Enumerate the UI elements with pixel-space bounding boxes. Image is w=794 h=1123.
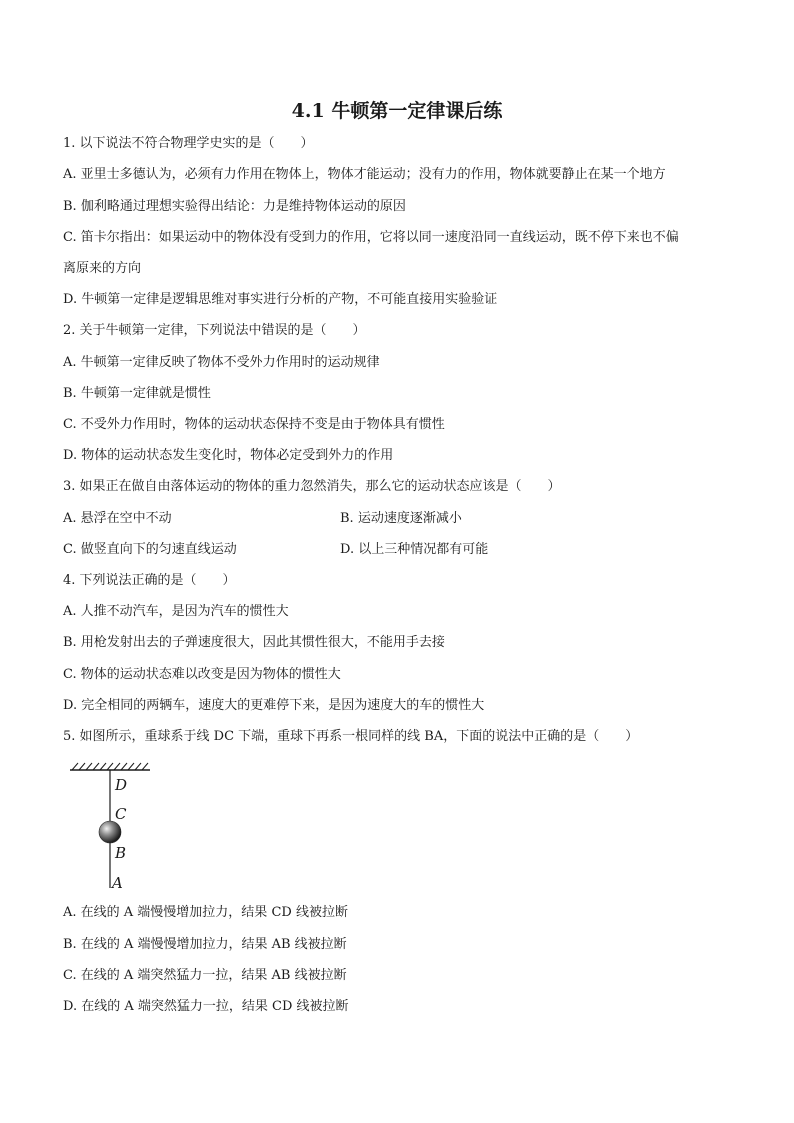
q3-option-d: D. 以上三种情况都有可能 xyxy=(340,542,489,557)
q5-option-a: A. 在线的 A 端慢慢增加拉力，结果 CD 线被拉断 xyxy=(63,905,348,920)
q1-option-c: C. 笛卡尔指出：如果运动中的物体没有受到力的作用，它将以同一速度沿同一直线运动，既不停下来也不偏 xyxy=(63,230,679,245)
q2-stem: 2. 关于牛顿第一定律，下列说法中错误的是（ ） xyxy=(63,323,366,338)
label-b: B xyxy=(115,844,127,862)
q3-option-a: A. 悬浮在空中不动 xyxy=(63,511,172,526)
q1-option-d: D. 牛顿第一定律是逻辑思维对事实进行分析的产物，不可能直接用实验验证 xyxy=(63,292,498,307)
q4-option-c: C. 物体的运动状态难以改变是因为物体的惯性大 xyxy=(63,667,341,682)
q2-option-b: B. 牛顿第一定律就是惯性 xyxy=(63,386,211,401)
ceiling-hatch xyxy=(70,763,150,770)
q5-option-b: B. 在线的 A 端慢慢增加拉力，结果 AB 线被拉断 xyxy=(63,937,347,952)
q1-option-b: B. 伽利略通过理想实验得出结论：力是维持物体运动的原因 xyxy=(63,199,406,214)
q1-option-a: A. 亚里士多德认为，必须有力作用在物体上，物体才能运动；没有力的作用，物体就要静止在某一个地方 xyxy=(63,167,666,182)
q1-stem: 1. 以下说法不符合物理学史实的是（ ） xyxy=(63,136,314,151)
q2-option-a: A. 牛顿第一定律反映了物体不受外力作用时的运动规律 xyxy=(63,355,380,370)
q5-option-d: D. 在线的 A 端突然猛力一拉，结果 CD 线被拉断 xyxy=(63,999,349,1014)
q4-option-b: B. 用枪发射出去的子弹速度很大，因此其惯性很大，不能用手去接 xyxy=(63,635,445,650)
q2-option-d: D. 物体的运动状态发生变化时，物体必定受到外力的作用 xyxy=(63,448,394,463)
q2-option-c: C. 不受外力作用时，物体的运动状态保持不变是由于物体具有惯性 xyxy=(63,417,445,432)
q3-option-c: C. 做竖直向下的匀速直线运动 xyxy=(63,542,237,557)
q4-stem: 4. 下列说法正确的是（ ） xyxy=(63,573,236,588)
q1-option-c-continued: 离原来的方向 xyxy=(63,261,142,276)
q4-option-a: A. 人推不动汽车，是因为汽车的惯性大 xyxy=(63,604,289,619)
q3-option-b: B. 运动速度逐渐减小 xyxy=(340,511,462,526)
label-a: A xyxy=(112,874,123,892)
q5-option-c: C. 在线的 A 端突然猛力一拉，结果 AB 线被拉断 xyxy=(63,968,347,983)
q3-stem: 3. 如果正在做自由落体运动的物体的重力忽然消失，那么它的运动状态应该是（ ） xyxy=(63,479,561,494)
pendulum-diagram xyxy=(66,760,162,894)
label-c: C xyxy=(115,805,127,823)
page-title: 4.1 牛顿第一定律课后练 xyxy=(291,100,503,122)
q5-stem: 5. 如图所示，重球系于线 DC 下端，重球下再系一根同样的线 BA，下面的说法中正确的是（ ） xyxy=(63,729,639,744)
label-d: D xyxy=(115,776,128,794)
heavy-ball xyxy=(99,821,121,843)
q4-option-d: D. 完全相同的两辆车，速度大的更难停下来，是因为速度大的车的惯性大 xyxy=(63,698,485,713)
